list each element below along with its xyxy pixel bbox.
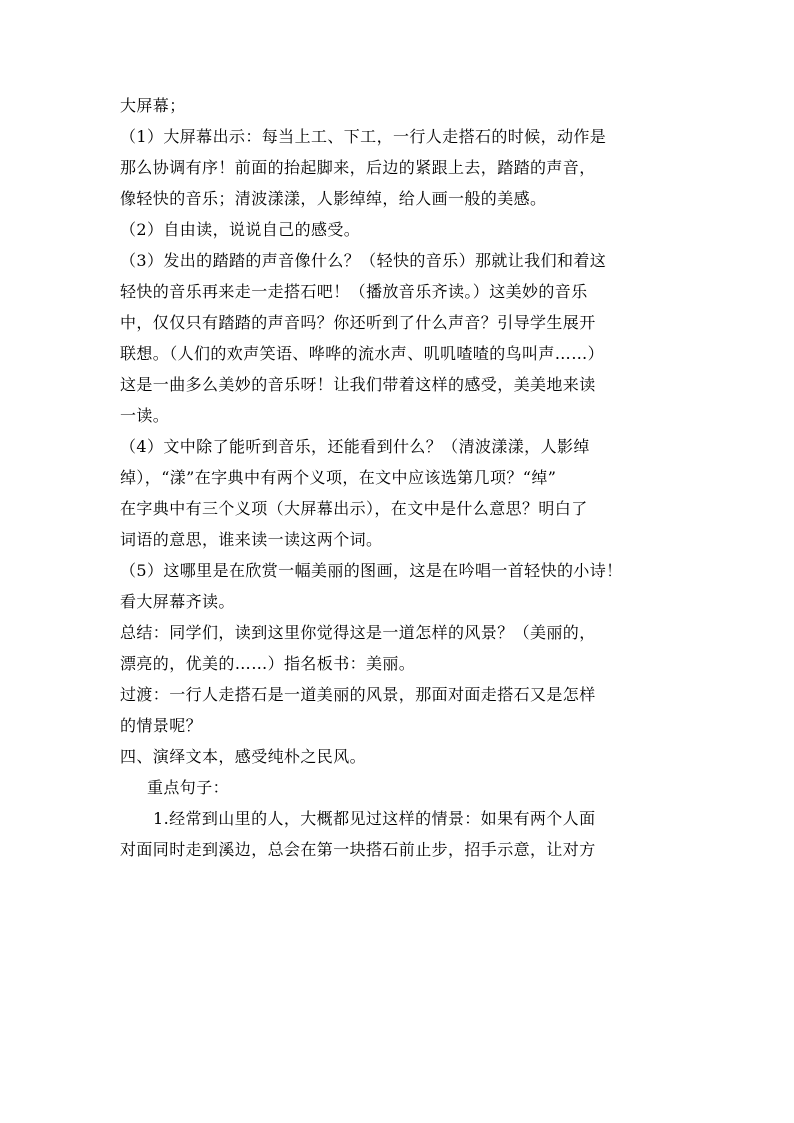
- section-heading: 四、演绎文本，感受纯朴之民风。: [120, 747, 367, 766]
- text-line: 重点句子：: [147, 778, 230, 797]
- text-line: 对面同时走到溪边，总会在第一块搭石前止步，招手示意，让对方: [120, 840, 596, 859]
- document-body: [120, 90, 680, 865]
- text-line: 那么协调有序！前面的抬起脚来，后边的紧跟上去，踏踏的声音，: [120, 158, 596, 177]
- text-line: 的情景呢？: [120, 716, 203, 735]
- text-line: 中，仅仅只有踏踏的声音吗？你还听到了什么声音？引导学生展开: [120, 313, 596, 332]
- text-line: 大屏幕；: [120, 96, 186, 115]
- text-line: （4）文中除了能听到音乐，还能看到什么？（清波漾漾，人影绰: [120, 437, 590, 456]
- text-line: 这是一曲多么美妙的音乐呀！让我们带着这样的感受，美美地来读: [120, 375, 596, 394]
- text-line: 1.经常到山里的人，大概都见过这样的情景：如果有两个人面: [153, 809, 596, 828]
- text-line: 像轻快的音乐；清波漾漾，人影绰绰，给人画一般的美感。: [120, 189, 547, 208]
- text-line: 联想。（人们的欢声笑语、哗哗的流水声、叽叽喳喳的鸟叫声……）: [120, 344, 605, 363]
- text-line: （5）这哪里是在欣赏一幅美丽的图画，这是在吟唱一首轻快的小诗！: [120, 561, 623, 580]
- text-line: （3）发出的踏踏的声音像什么？（轻快的音乐）那就让我们和着这: [120, 251, 607, 270]
- text-line: （2）自由读，说说自己的感受。: [120, 220, 361, 239]
- text-line: 轻快的音乐再来走一走搭石吧！（播放音乐齐读。）这美妙的音乐: [120, 282, 588, 301]
- text-line: 在字典中有三个义项（大屏幕出示），在文中是什么意思？明白了: [120, 499, 588, 518]
- text-line: 过渡：一行人走搭石是一道美丽的风景，那面对面走搭石又是怎样: [120, 685, 596, 704]
- text-line: 漂亮的，优美的……）指名板书：美丽。: [120, 654, 416, 673]
- text-line: 词语的意思，谁来读一读这两个词。: [120, 530, 383, 549]
- text-line: 一读。: [120, 406, 170, 425]
- text-line: （1）大屏幕出示：每当上工、下工，一行人走搭石的时候，动作是: [120, 127, 607, 146]
- text-line: 绰），“漾”在字典中有两个义项，在文中应该选第几项？“绰”: [120, 468, 557, 487]
- text-line: 总结：同学们，读到这里你觉得这是一道怎样的风景？（美丽的，: [120, 623, 596, 642]
- text-line: 看大屏幕齐读。: [120, 592, 235, 611]
